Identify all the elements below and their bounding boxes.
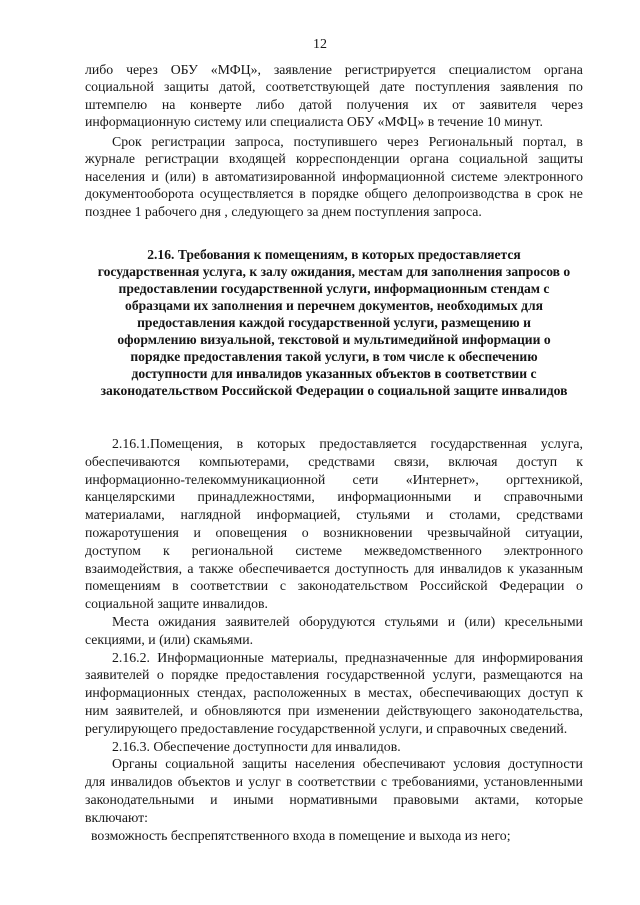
word: услуга, [540,436,583,451]
text-line [85,150,583,167]
word: и [151,168,159,184]
word: запроса, [234,134,284,149]
section-heading-2-16 [85,246,583,399]
word: размещаются [483,667,562,683]
heading-line: государственная услуга, к залу ожидания, местам для заполнения запросов о [97,264,571,279]
word: доступ [528,685,569,701]
word: о [301,524,309,540]
word: либо [85,62,114,77]
text-line: включают: [85,809,148,825]
word: средствами [308,453,375,469]
text-line [85,560,583,578]
word: в [236,436,244,451]
word: обновляются [204,702,282,718]
text-line [85,78,583,95]
word: актами, [474,791,520,807]
word: для [454,649,475,665]
word: межведомственного [364,542,482,558]
word: связи, [394,453,430,469]
word: информирования [482,649,583,665]
word: а [187,560,194,576]
word: общего [364,186,408,202]
word: столами, [449,507,501,523]
word: и [425,507,434,523]
word: доступом [85,542,141,558]
word: регистрации [145,151,219,167]
word: оповещения [215,524,288,540]
word: срок [536,186,564,202]
word: социальной [85,79,154,95]
text-line [85,666,583,684]
word: которых [256,436,306,451]
word: от [452,96,465,112]
word: Российской [419,578,488,594]
word: заявление [273,62,332,77]
word: ситуации, [525,524,583,540]
word: к [162,542,170,558]
word: также [198,560,234,576]
word: местах, [368,685,413,701]
word: в [285,774,293,790]
word: стульями [384,613,439,629]
word: государственной [326,667,425,683]
word: требованиями, [392,774,479,790]
text-line [85,755,583,773]
text-line [85,488,583,506]
word: защиты [538,151,583,167]
heading-line: оформлению визуальной, текстовой и мультимедийной информации о [117,332,551,347]
text-line: секциями, и (или) скамьями. [85,631,254,647]
paragraph-waiting-areas [85,613,583,649]
word: портал, [522,134,567,149]
word: заявителей [225,613,290,629]
word: государственная [430,436,528,451]
word: расположенных [253,685,347,701]
word: социальной [165,756,235,772]
text-line [85,791,583,809]
word: указанным [519,560,583,576]
word: инвалидов [439,560,502,576]
word: документооборота [85,186,194,202]
text-line [85,61,583,78]
word: заявления [500,79,559,95]
word: законодательными [85,791,195,807]
word: порядке [171,667,219,683]
word: электронного [503,168,583,184]
word: ним [85,702,109,718]
word: органа [543,62,583,77]
word: датой, [219,79,256,95]
word: через [126,62,158,77]
word: объектов [177,774,231,790]
text-line [85,506,583,524]
word: поступления [414,79,490,95]
word: установленными [483,774,583,790]
heading-line: образцами их заполнения и перечнем документов, необходимых для [125,298,543,313]
word: которые [535,791,583,807]
word: кресельными [504,613,583,629]
word: условия [453,756,501,772]
word: включая [448,453,498,469]
word: населения [294,756,355,772]
word: наглядной [180,507,241,523]
word: обеспечивающих [419,685,521,701]
text-line [85,773,583,791]
word: правовыми [393,791,459,807]
word: 2.16.2. [112,649,150,665]
word: к [576,453,583,469]
word: о [156,667,164,683]
word: Региональный [428,134,513,149]
word: на [161,96,176,112]
word: региональной [191,542,274,558]
word: Информационные [157,649,264,665]
word: о [576,578,583,594]
word: информационных [85,685,190,701]
word: в [354,685,361,701]
text-line [85,702,583,720]
word: входящей [228,151,286,167]
word: датой [299,96,332,112]
heading-line: 2.16. Требования к помещениям, в которых предоставляется [147,247,521,262]
word: доступ [516,453,558,469]
text-line: 2.16.3. Обеспечение доступности для инвалидов. [112,738,401,754]
text-line [85,524,583,542]
word: услуги, [432,667,476,683]
word: обеспечивают [362,756,446,772]
word: журнале [85,151,135,167]
text-line [85,133,583,150]
word: изменении [316,702,380,718]
word: для [85,774,106,790]
word: получения [346,96,409,112]
word: через [387,134,419,149]
word: действующего [386,702,472,718]
word: корреспонденции [295,151,400,167]
paragraph-accessibility-conditions [85,755,583,826]
word: органа [409,151,449,167]
heading-line: законодательством Российской Федерации о социальной защите инвалидов [100,383,568,398]
word: информационными [337,489,452,505]
word: порядке [311,186,359,202]
word: сети [352,471,379,487]
word: услуг [248,774,281,790]
text-line: социальной защите инвалидов. [85,596,269,612]
heading-line: предоставления каждой государственной услуги, размещению и [137,315,531,330]
paragraph-mfc-registration [85,61,583,131]
word: оргтехникой, [506,471,583,487]
word: с [279,578,286,594]
word: социальной [459,151,528,167]
word: системе [295,542,342,558]
word: соответствии [190,578,269,594]
word: регистрации [151,134,226,149]
word: канцелярскими [85,489,175,505]
word: населения [85,168,146,184]
word: справочными [503,489,583,505]
word: соответствии [297,774,376,790]
word: в [172,578,179,594]
word: конверте [189,96,242,112]
word: и [190,702,198,718]
word: и [473,489,482,505]
word: «Интернет», [405,471,479,487]
word: электронного [503,542,583,558]
text-line: информационную систему или специалиста ОБУ «МФЦ» в течение 10 минут. [85,114,543,130]
word: чрезвычайной [427,524,511,540]
text-line [85,96,583,113]
word: ОБУ [170,62,198,77]
word: для [414,560,435,576]
text-line [85,649,583,667]
word: Срок [112,134,142,149]
text-line [85,185,583,202]
text-line [85,542,583,560]
paragraph-2-16-2 [85,649,583,738]
word: предоставляется [319,436,417,451]
heading-line: предоставлении государственной услуги, информационным стендам с [118,281,550,296]
word: «МФЦ», [210,62,261,77]
text-line [85,613,583,631]
text-line [85,684,583,702]
word: информационной [341,168,445,184]
word: возникновении [323,524,413,540]
word: не [569,186,583,202]
word: оборудуются [298,613,376,629]
word: взаимодействия, [85,560,183,576]
word: иными [233,791,274,807]
word: 2.16.1.Помещения, [112,436,223,451]
text-line [85,577,583,595]
word: штемпелю [85,96,148,112]
word: осуществляется [199,186,294,202]
word: поступившего [293,134,378,149]
word: обеспечиваются [85,453,181,469]
heading-line: доступности для инвалидов указанных объектов в соответствии с [131,366,537,381]
paragraph-2-16-3 [85,738,583,756]
word: компьютерами, [199,453,290,469]
paragraph-2-16-1 [85,435,583,613]
text-line [85,471,583,489]
word: защиты [164,79,209,95]
text-line [85,453,583,471]
word: (или) [165,168,196,184]
word: соответствующей [265,79,370,95]
word: стендах, [197,685,247,701]
word: системе [451,168,498,184]
word: их [423,96,438,112]
word: стульями [356,507,411,523]
word: делопроизводства [413,186,519,202]
word: (или) [464,613,496,629]
word: законодательства, [478,702,583,718]
word: регистрируется [344,62,436,77]
word: помещениям [85,578,161,594]
word: в [202,168,209,184]
heading-line: порядке предоставления такой услуги, в том числе к обеспечению [130,349,538,364]
text-line [85,435,583,453]
page-number: 12 [313,37,327,52]
word: и [235,774,244,790]
word: либо [256,96,285,112]
word: средствами [516,507,583,523]
paragraph-portal-registration [85,133,583,220]
word: в [576,134,583,149]
word: заявителя [479,96,537,112]
word: по [568,79,583,95]
word: законодательством [297,578,408,594]
list-item-free-entry [85,827,583,845]
word: Места [112,613,149,629]
text-line: возможность беспрепятственного входа в помещение и выхода из него; [91,827,511,843]
word: предназначенные [344,649,448,665]
word: с [380,774,388,790]
word: материалами, [85,507,165,523]
word: и [447,613,456,629]
word: нормативными [289,791,378,807]
word: инвалидов [110,774,173,790]
text-line: позднее 1 рабочего дня , следующего за днем поступления запроса. [85,203,482,219]
word: на [569,667,583,683]
word: автоматизированной [214,168,336,184]
word: к [507,560,514,576]
word: в [524,186,532,202]
word: Федерации [499,578,565,594]
word: к [576,685,583,701]
word: обеспечивается [238,560,330,576]
section-body-2-16 [85,435,583,844]
word: в [299,186,306,202]
word: Органы [112,756,158,772]
word: при [287,702,310,718]
word: дате [379,79,405,95]
word: информацией, [256,507,341,523]
word: предоставления [225,667,320,683]
word: принадлежностями, [197,489,315,505]
word: и [193,524,201,540]
word: заявителей [85,667,150,683]
word: защиты [242,756,287,772]
word: специалистом [448,62,531,77]
word: ожидания [158,613,217,629]
word: доступность [335,560,409,576]
word: доступности [508,756,583,772]
word: пожаротушения [85,524,179,540]
word: информационно-телекоммуникационной [85,471,326,487]
word: материалы, [270,649,338,665]
text-line [85,168,583,185]
text-line: регулирующего предоставление государственной услуги, и справочных сведений. [85,720,568,736]
word: через [551,96,583,112]
word: и [210,791,218,807]
word: заявителей, [115,702,184,718]
